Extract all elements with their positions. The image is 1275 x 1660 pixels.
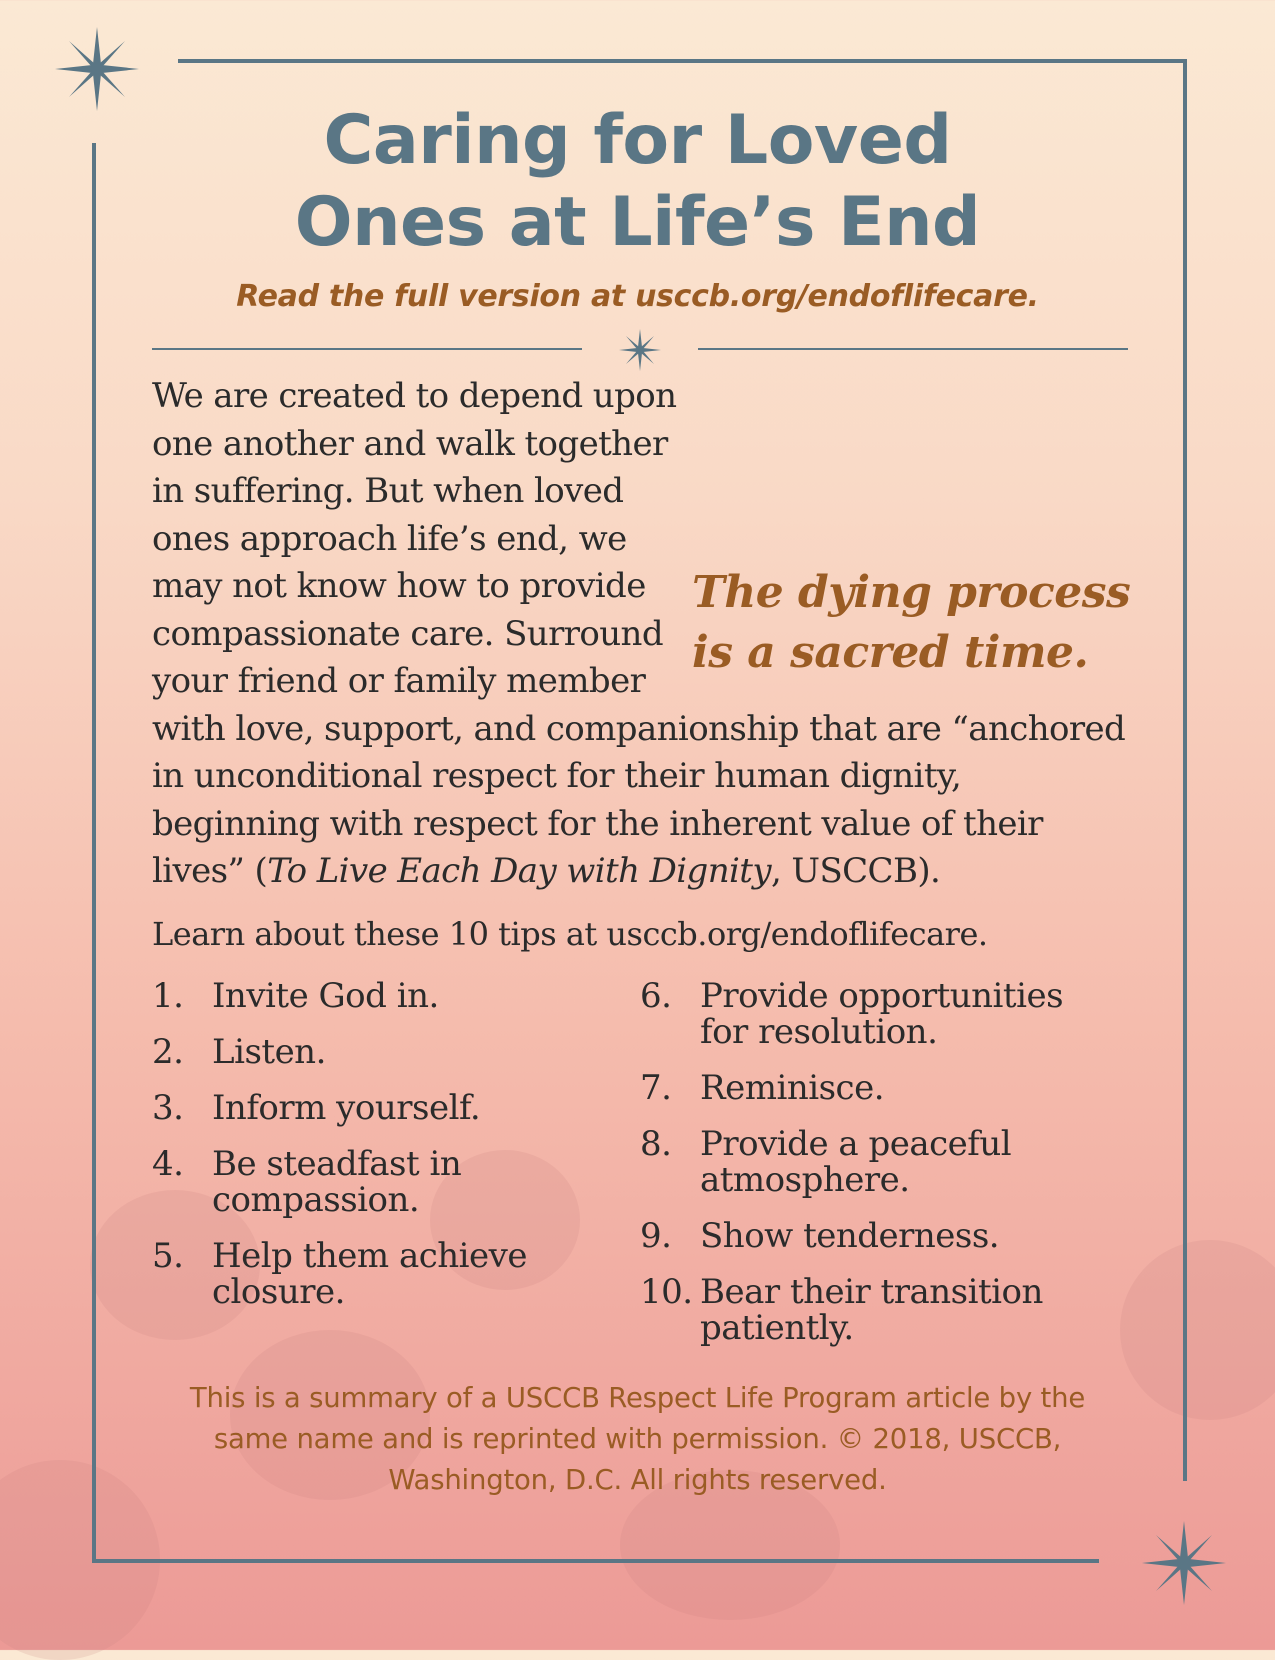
divider-right [698, 348, 1128, 350]
list-item: 3. Inform yourself. [152, 1088, 481, 1128]
list-item: 5. Help them achieve closure. [152, 1236, 527, 1312]
divider-left [152, 348, 582, 350]
list-item: 7. Reminisce. [640, 1068, 885, 1108]
list-item: 9. Show tenderness. [640, 1216, 1000, 1256]
copyright-notice: This is a summary of a USCCB Respect Life Program article by the same name and is reprinted with permission. © 2018, USCCB, Washington, D.C. All rights reserved. [189, 1382, 1086, 1496]
tips-list-right [640, 978, 1090, 1366]
star-burst-icon [52, 24, 142, 114]
list-item: 6. Provide opportunities for resolution. [640, 976, 1064, 1052]
list-item: 2. Listen. [152, 1032, 326, 1072]
frame-left [92, 143, 96, 1563]
pull-quote: The dying process is a sacred time. [692, 567, 1131, 678]
frame-bottom [92, 1559, 1099, 1563]
citation-title: To Live Each Day with Dignity [267, 851, 771, 891]
list-item: 1. Invite God in. [152, 976, 439, 1016]
divider-star-icon [617, 327, 663, 373]
intro-paragraph [152, 373, 1132, 896]
background-flower [1120, 1240, 1275, 1420]
page-title [150, 100, 1125, 264]
frame-right [1183, 59, 1187, 1481]
star-burst-icon [1139, 1518, 1229, 1608]
list-item: 4. Be steadfast in compassion. [152, 1144, 462, 1220]
tips-intro: Learn about these 10 tips at usccb.org/endoflifecare. [152, 915, 988, 953]
title-line-1: Caring for Loved [323, 101, 952, 180]
frame-top [178, 59, 1187, 63]
tips-list-left [152, 978, 602, 1330]
citation-rest: , USCCB). [770, 851, 941, 891]
intro-text: We are created to depend upon one another and walk together in suffering. But when loved ones approach life’s end, we may not know how to provide compassionate care. Surround your friend or family member with love, support, and companionship that are “anchored in unconditional respect for their human dignity, beginning with respect for the inherent value of their lives” ( [152, 376, 1126, 891]
list-item: 10. Bear their transition patiently. [640, 1272, 1043, 1348]
title-line-2: Ones at Life’s End [294, 183, 981, 262]
subtitle: Read the full version at usccb.org/endoflifecare. [236, 279, 1039, 314]
list-item: 8. Provide a peaceful atmosphere. [640, 1124, 1012, 1200]
